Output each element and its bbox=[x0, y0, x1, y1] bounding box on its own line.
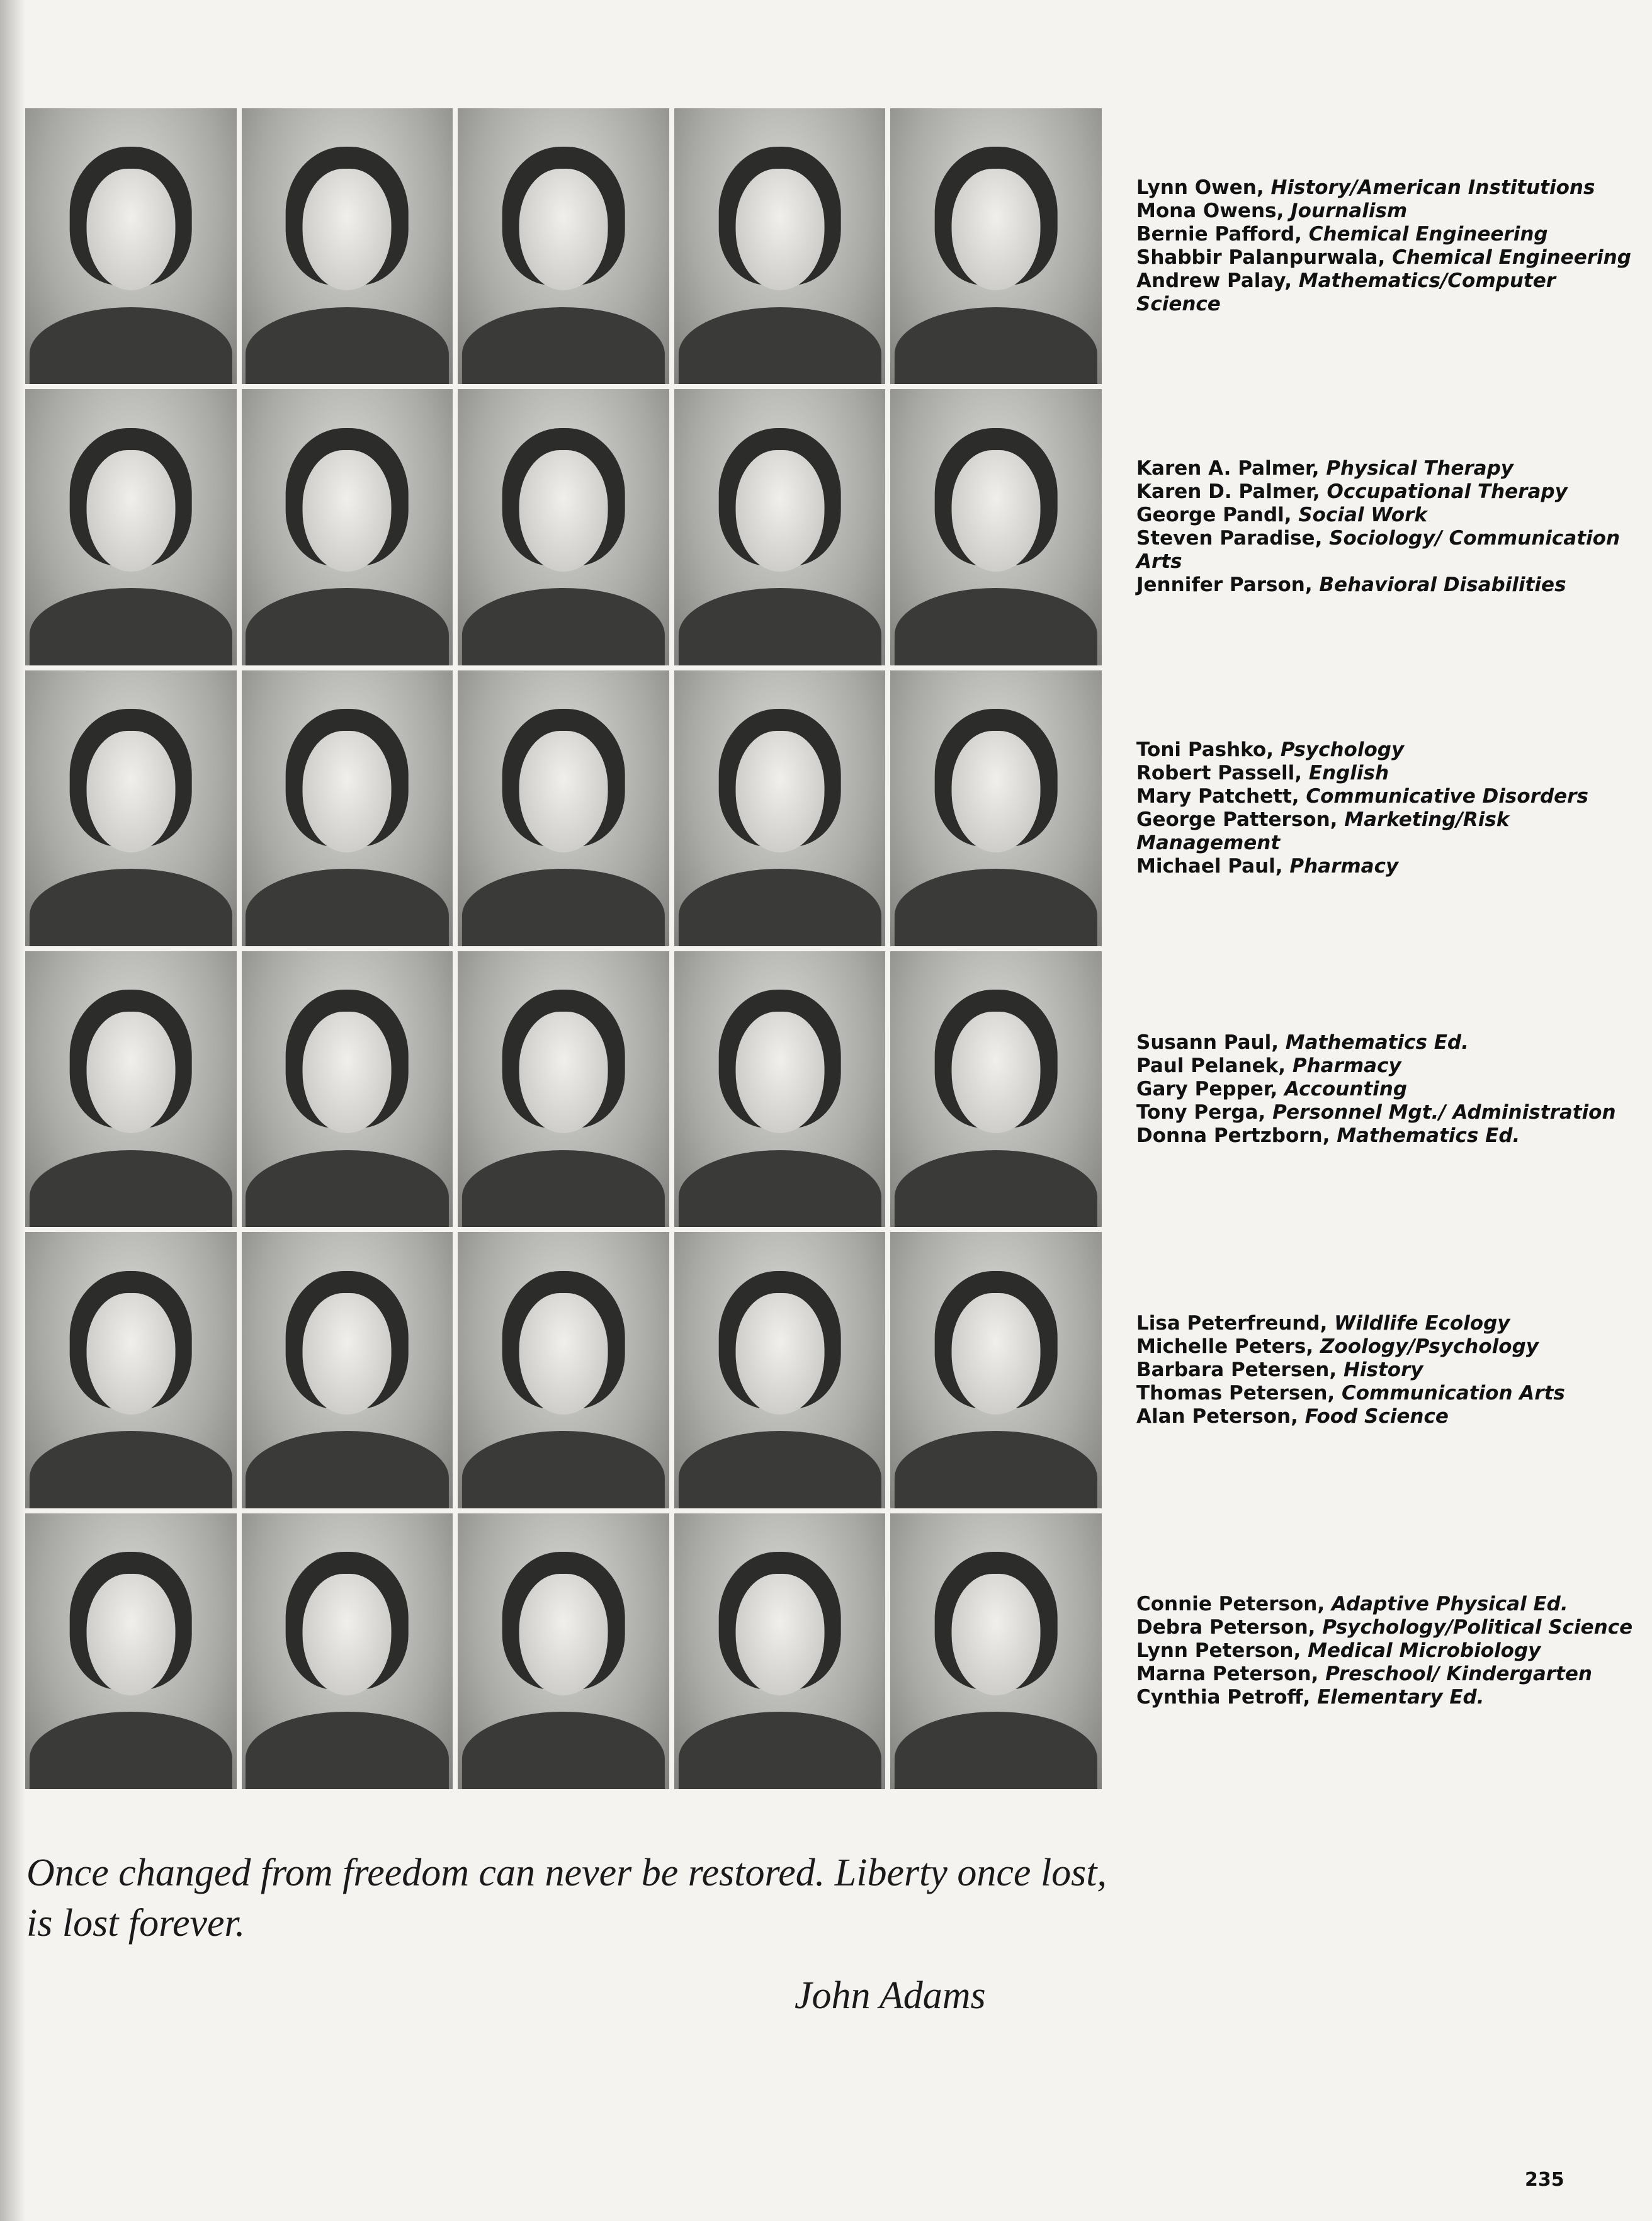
student-caption bbox=[1136, 785, 1634, 808]
row-caption-block bbox=[1136, 1232, 1634, 1508]
portrait-face bbox=[86, 731, 175, 852]
portrait-face bbox=[735, 1012, 824, 1133]
student-name: Bernie Pafford bbox=[1136, 223, 1295, 246]
portrait-body bbox=[30, 1712, 232, 1789]
portrait-face bbox=[735, 450, 824, 572]
caption-separator: , bbox=[1284, 504, 1299, 527]
student-name: Michelle Peters bbox=[1136, 1335, 1306, 1358]
portrait-face bbox=[735, 1293, 824, 1415]
portrait-body bbox=[679, 588, 881, 665]
student-portrait bbox=[458, 1513, 669, 1789]
student-major: Accounting bbox=[1284, 1077, 1408, 1100]
student-name: Cynthia Petroff bbox=[1136, 1686, 1303, 1709]
student-portrait bbox=[890, 1513, 1102, 1789]
student-name: Karen A. Palmer bbox=[1136, 457, 1312, 480]
student-caption bbox=[1136, 1382, 1634, 1405]
student-portrait bbox=[25, 1232, 237, 1508]
caption-separator: , bbox=[1306, 1335, 1320, 1358]
caption-separator: , bbox=[1284, 269, 1299, 293]
student-portrait bbox=[242, 670, 453, 946]
portrait-face bbox=[952, 1293, 1041, 1415]
student-name: Mary Patchett bbox=[1136, 784, 1292, 808]
student-name: Toni Pashko bbox=[1136, 738, 1267, 761]
student-portrait bbox=[674, 670, 886, 946]
student-major: Communication Arts bbox=[1341, 1381, 1565, 1404]
student-portrait bbox=[25, 1513, 237, 1789]
student-caption bbox=[1136, 762, 1634, 785]
row-caption-block bbox=[1136, 670, 1634, 946]
student-portrait bbox=[25, 670, 237, 946]
row-caption-block bbox=[1136, 108, 1634, 384]
student-name: Tony Perga bbox=[1136, 1100, 1259, 1124]
caption-separator: , bbox=[1304, 574, 1320, 597]
student-caption bbox=[1136, 246, 1634, 269]
student-major: Marketing/Risk Management bbox=[1136, 808, 1510, 854]
caption-separator: , bbox=[1311, 457, 1327, 480]
caption-column bbox=[1136, 108, 1634, 1789]
student-name: Lynn Owen bbox=[1136, 176, 1257, 200]
portrait-face bbox=[303, 1012, 392, 1133]
portrait-face bbox=[952, 1574, 1041, 1695]
student-caption bbox=[1136, 1359, 1634, 1382]
student-caption bbox=[1136, 480, 1634, 504]
caption-separator: , bbox=[1311, 1663, 1326, 1686]
caption-separator: , bbox=[1271, 1031, 1286, 1054]
student-name: Marna Peterson bbox=[1136, 1663, 1311, 1686]
portrait-face bbox=[303, 1574, 392, 1695]
student-major: Psychology/Political Science bbox=[1322, 1616, 1633, 1639]
student-major: History/American Institutions bbox=[1270, 176, 1595, 200]
portrait-body bbox=[895, 307, 1097, 385]
portrait-face bbox=[519, 169, 608, 290]
student-portrait bbox=[458, 108, 669, 384]
student-major: Journalism bbox=[1291, 200, 1408, 223]
student-caption bbox=[1136, 1335, 1634, 1359]
student-major: Sociology/ Communication Arts bbox=[1136, 527, 1621, 574]
student-major: Zoology/Psychology bbox=[1320, 1335, 1539, 1358]
row-caption-block bbox=[1136, 951, 1634, 1227]
student-caption bbox=[1136, 1054, 1634, 1078]
student-portrait bbox=[458, 951, 669, 1227]
student-portrait bbox=[242, 951, 453, 1227]
student-major: History bbox=[1343, 1358, 1423, 1381]
student-caption bbox=[1136, 855, 1634, 878]
student-portrait bbox=[890, 1232, 1102, 1508]
portrait-face bbox=[86, 1293, 175, 1415]
student-name: Gary Pepper bbox=[1136, 1077, 1270, 1100]
caption-separator: , bbox=[1270, 1077, 1285, 1100]
caption-separator: , bbox=[1278, 1054, 1293, 1077]
portrait-body bbox=[30, 869, 232, 946]
portrait-face bbox=[86, 1574, 175, 1695]
caption-separator: , bbox=[1266, 738, 1281, 761]
portrait-body bbox=[895, 869, 1097, 946]
student-portrait bbox=[25, 108, 237, 384]
portrait-body bbox=[679, 1150, 881, 1228]
student-major: Social Work bbox=[1298, 504, 1428, 527]
student-name: Debra Peterson bbox=[1136, 1616, 1308, 1639]
portrait-grid bbox=[25, 108, 1102, 1789]
student-caption bbox=[1136, 1078, 1634, 1101]
student-major: Chemical Engineering bbox=[1308, 223, 1548, 246]
student-major: Mathematics/Computer Science bbox=[1136, 269, 1556, 316]
student-caption bbox=[1136, 1686, 1634, 1709]
caption-separator: , bbox=[1303, 1686, 1318, 1709]
student-major: Wildlife Ecology bbox=[1334, 1311, 1510, 1335]
portrait-body bbox=[246, 1712, 448, 1789]
portrait-body bbox=[246, 1431, 448, 1508]
student-name: Paul Pelanek bbox=[1136, 1054, 1279, 1077]
portrait-body bbox=[246, 588, 448, 665]
student-caption bbox=[1136, 200, 1634, 223]
portrait-face bbox=[519, 1293, 608, 1415]
student-caption bbox=[1136, 176, 1634, 200]
student-major: Mathematics Ed. bbox=[1285, 1031, 1469, 1054]
portrait-body bbox=[895, 1150, 1097, 1228]
student-name: Shabbir Palanpurwala bbox=[1136, 246, 1378, 269]
portrait-body bbox=[679, 307, 881, 385]
student-major: Pharmacy bbox=[1292, 1054, 1401, 1077]
student-caption bbox=[1136, 1031, 1634, 1054]
portrait-body bbox=[895, 1431, 1097, 1508]
student-major: English bbox=[1308, 761, 1389, 784]
student-portrait bbox=[25, 951, 237, 1227]
portrait-body bbox=[679, 869, 881, 946]
student-portrait bbox=[890, 108, 1102, 384]
portrait-body bbox=[462, 307, 665, 385]
caption-separator: , bbox=[1308, 1616, 1323, 1639]
portrait-body bbox=[246, 869, 448, 946]
student-major: Chemical Engineering bbox=[1392, 246, 1631, 269]
student-portrait bbox=[25, 389, 237, 665]
caption-separator: , bbox=[1330, 808, 1345, 831]
student-caption bbox=[1136, 457, 1634, 480]
student-name: Steven Paradise bbox=[1136, 527, 1315, 550]
student-portrait bbox=[242, 1232, 453, 1508]
portrait-face bbox=[952, 450, 1041, 572]
portrait-body bbox=[246, 307, 448, 385]
portrait-face bbox=[735, 1574, 824, 1695]
portrait-body bbox=[679, 1431, 881, 1508]
portrait-face bbox=[303, 1293, 392, 1415]
portrait-body bbox=[30, 1150, 232, 1228]
student-caption bbox=[1136, 738, 1634, 762]
student-caption bbox=[1136, 269, 1634, 316]
student-name: Susann Paul bbox=[1136, 1031, 1272, 1054]
student-caption bbox=[1136, 1312, 1634, 1335]
row-caption-block bbox=[1136, 1513, 1634, 1789]
student-major: Elementary Ed. bbox=[1317, 1686, 1485, 1709]
student-caption bbox=[1136, 1639, 1634, 1663]
caption-separator: , bbox=[1322, 1124, 1337, 1147]
portrait-face bbox=[952, 731, 1041, 852]
student-name: Alan Peterson bbox=[1136, 1404, 1291, 1428]
caption-separator: , bbox=[1312, 480, 1327, 504]
student-major: Occupational Therapy bbox=[1327, 480, 1568, 504]
student-name: George Pandl bbox=[1136, 504, 1284, 527]
student-caption bbox=[1136, 1124, 1634, 1148]
student-caption bbox=[1136, 1593, 1634, 1616]
student-major: Food Science bbox=[1304, 1404, 1449, 1428]
student-caption bbox=[1136, 574, 1634, 597]
page-number: 235 bbox=[1525, 2169, 1564, 2191]
row-caption-block bbox=[1136, 389, 1634, 665]
portrait-face bbox=[303, 450, 392, 572]
student-name: Jennifer Parson bbox=[1136, 574, 1305, 597]
portrait-face bbox=[303, 731, 392, 852]
portrait-face bbox=[519, 1574, 608, 1695]
student-major: Medical Microbiology bbox=[1308, 1639, 1541, 1663]
student-name: George Patterson bbox=[1136, 808, 1330, 831]
student-name: Lisa Peterfreund bbox=[1136, 1311, 1320, 1335]
student-name: Lynn Peterson bbox=[1136, 1639, 1294, 1663]
portrait-body bbox=[462, 869, 665, 946]
student-portrait bbox=[458, 389, 669, 665]
portrait-body bbox=[462, 588, 665, 665]
student-portrait bbox=[890, 389, 1102, 665]
portrait-body bbox=[30, 588, 232, 665]
student-portrait bbox=[458, 1232, 669, 1508]
student-caption bbox=[1136, 808, 1634, 855]
caption-separator: , bbox=[1320, 1311, 1335, 1335]
caption-separator: , bbox=[1327, 1381, 1342, 1404]
student-name: Andrew Palay bbox=[1136, 269, 1285, 293]
quote-author: John Adams bbox=[795, 1974, 986, 2017]
portrait-face bbox=[735, 731, 824, 852]
caption-separator: , bbox=[1317, 1593, 1332, 1616]
student-caption bbox=[1136, 504, 1634, 527]
student-portrait bbox=[242, 108, 453, 384]
student-major: Preschool/ Kindergarten bbox=[1325, 1663, 1592, 1686]
portrait-face bbox=[952, 1012, 1041, 1133]
portrait-body bbox=[895, 1712, 1097, 1789]
student-major: Psychology bbox=[1280, 738, 1405, 761]
student-portrait bbox=[458, 670, 669, 946]
quote-text: Once changed from freedom can never be restored. Liberty once lost, is lost forever. bbox=[26, 1851, 1107, 1945]
student-major: Adaptive Physical Ed. bbox=[1331, 1593, 1568, 1616]
student-caption bbox=[1136, 223, 1634, 246]
student-name: Robert Passell bbox=[1136, 761, 1295, 784]
student-portrait bbox=[890, 951, 1102, 1227]
portrait-face bbox=[952, 169, 1041, 290]
portrait-body bbox=[246, 1150, 448, 1228]
student-caption bbox=[1136, 1101, 1634, 1124]
portrait-face bbox=[519, 1012, 608, 1133]
student-portrait bbox=[242, 1513, 453, 1789]
student-caption bbox=[1136, 1663, 1634, 1686]
portrait-face bbox=[86, 169, 175, 290]
caption-separator: , bbox=[1256, 176, 1271, 200]
portrait-face bbox=[519, 450, 608, 572]
portrait-body bbox=[679, 1712, 881, 1789]
page-gutter-shadow bbox=[0, 0, 25, 2221]
student-major: Personnel Mgt./ Administration bbox=[1272, 1100, 1616, 1124]
caption-separator: , bbox=[1329, 1358, 1344, 1381]
student-name: Karen D. Palmer bbox=[1136, 480, 1313, 504]
student-portrait bbox=[890, 670, 1102, 946]
student-caption bbox=[1136, 527, 1634, 574]
portrait-body bbox=[462, 1712, 665, 1789]
student-portrait bbox=[674, 108, 886, 384]
student-major: Communicative Disorders bbox=[1306, 784, 1588, 808]
portrait-body bbox=[30, 1431, 232, 1508]
student-portrait bbox=[242, 389, 453, 665]
student-major: Pharmacy bbox=[1289, 854, 1399, 878]
portrait-face bbox=[86, 1012, 175, 1133]
student-portrait bbox=[674, 1513, 886, 1789]
caption-separator: , bbox=[1293, 1639, 1308, 1663]
caption-separator: , bbox=[1315, 527, 1330, 550]
student-caption bbox=[1136, 1405, 1634, 1428]
portrait-face bbox=[735, 169, 824, 290]
portrait-face bbox=[303, 169, 392, 290]
student-name: Connie Peterson bbox=[1136, 1593, 1318, 1616]
caption-separator: , bbox=[1275, 854, 1290, 878]
portrait-body bbox=[462, 1431, 665, 1508]
student-major: Physical Therapy bbox=[1326, 457, 1513, 480]
student-name: Donna Pertzborn bbox=[1136, 1124, 1323, 1147]
student-major: Mathematics Ed. bbox=[1337, 1124, 1520, 1147]
portrait-body bbox=[30, 307, 232, 385]
portrait-face bbox=[86, 450, 175, 572]
student-portrait bbox=[674, 1232, 886, 1508]
caption-separator: , bbox=[1276, 200, 1291, 223]
caption-separator: , bbox=[1294, 223, 1309, 246]
caption-separator: , bbox=[1294, 761, 1309, 784]
student-name: Barbara Petersen bbox=[1136, 1358, 1330, 1381]
student-name: Thomas Petersen bbox=[1136, 1381, 1328, 1404]
student-major: Behavioral Disabilities bbox=[1319, 574, 1566, 597]
student-name: Mona Owens bbox=[1136, 200, 1277, 223]
portrait-face bbox=[519, 731, 608, 852]
student-portrait bbox=[674, 951, 886, 1227]
caption-separator: , bbox=[1258, 1100, 1273, 1124]
student-name: Michael Paul bbox=[1136, 854, 1276, 878]
caption-separator: , bbox=[1378, 246, 1393, 269]
student-caption bbox=[1136, 1616, 1634, 1639]
caption-separator: , bbox=[1291, 1404, 1305, 1428]
portrait-body bbox=[895, 588, 1097, 665]
student-portrait bbox=[674, 389, 886, 665]
caption-separator: , bbox=[1291, 784, 1306, 808]
portrait-body bbox=[462, 1150, 665, 1228]
